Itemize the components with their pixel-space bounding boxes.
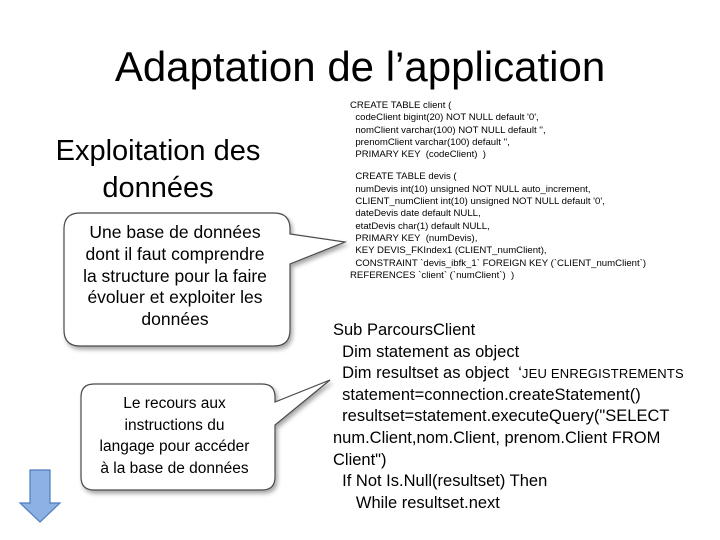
callout-language-text (82, 393, 267, 479)
sql-line: codeClient bigint(20) NOT NULL default '0', (350, 112, 539, 124)
sql-line: etatDevis char(1) default NULL, (350, 220, 490, 232)
sql-line: dateDevis date default NULL, (350, 208, 481, 220)
callout-data-text (70, 222, 280, 331)
sql-line: PRIMARY KEY (numDevis), (350, 232, 478, 244)
vb-comment: JEU ENREGISTREMENTS (521, 366, 684, 382)
vb-line: Client") (333, 450, 387, 469)
vb-line: statement=connection.createStatement() (333, 385, 641, 404)
vb-line: While resultset.next (333, 493, 500, 512)
sql-line: CREATE TABLE client ( (350, 100, 452, 111)
vb-line: num.Client,nom.Client, prenom.Client FROM (333, 428, 661, 447)
callout-language-line: langage pour accéder (99, 438, 250, 455)
sql-line: KEY DEVIS_FKIndex1 (CLIENT_numClient), (350, 245, 547, 257)
vb-code-fragment: Dim resultset as object ‘ (333, 364, 522, 383)
callout-data-line: Une base de données (89, 222, 261, 242)
sql-line: prenomClient varchar(100) default '', (350, 136, 510, 148)
vb-line: resultset=statement.executeQuery("SELECT (333, 407, 670, 426)
sql-line: CLIENT_numClient int(10) unsigned NOT NULL default '0', (350, 196, 605, 208)
callout-data-line: données (141, 309, 209, 330)
callout-language-line: Le recours aux (123, 395, 226, 412)
slide-title: Adaptation de l’application (114, 43, 606, 90)
down-arrow-icon (20, 470, 60, 522)
section-heading-line-2: données (102, 172, 214, 204)
vb-line (333, 363, 684, 385)
callout-language-line: instructions du (124, 416, 225, 434)
sql-line: PRIMARY KEY (codeClient) ) (350, 149, 486, 161)
sql-line: CONSTRAINT `devis_ibfk_1` FOREIGN KEY (`CLIENT_numClient`) (350, 257, 647, 269)
section-heading-line-1: Exploitation des (55, 135, 261, 167)
sql-code-block (350, 100, 646, 282)
callout-data-line: évoluer et exploiter les (87, 287, 263, 308)
sql-line: REFERENCES `client` (`numClient`) ) (350, 269, 515, 281)
sql-line: CREATE TABLE devis ( (350, 171, 457, 183)
callout-language-line: à la base de données (100, 459, 249, 477)
sql-line: numDevis int(10) unsigned NOT NULL auto_increment, (350, 183, 591, 195)
vb-line: Dim statement as object (333, 342, 520, 361)
vb-code-block (333, 320, 684, 514)
sql-spacer (350, 161, 646, 171)
sql-line: nomClient varchar(100) NOT NULL default '', (350, 124, 546, 136)
callout-data-line: la structure pour la faire (83, 265, 267, 286)
callout-data-line: dont il faut comprendre (85, 243, 265, 264)
vb-line: Sub ParcoursClient (333, 321, 476, 339)
vb-line: If Not Is.Null(resultset) Then (333, 472, 548, 491)
